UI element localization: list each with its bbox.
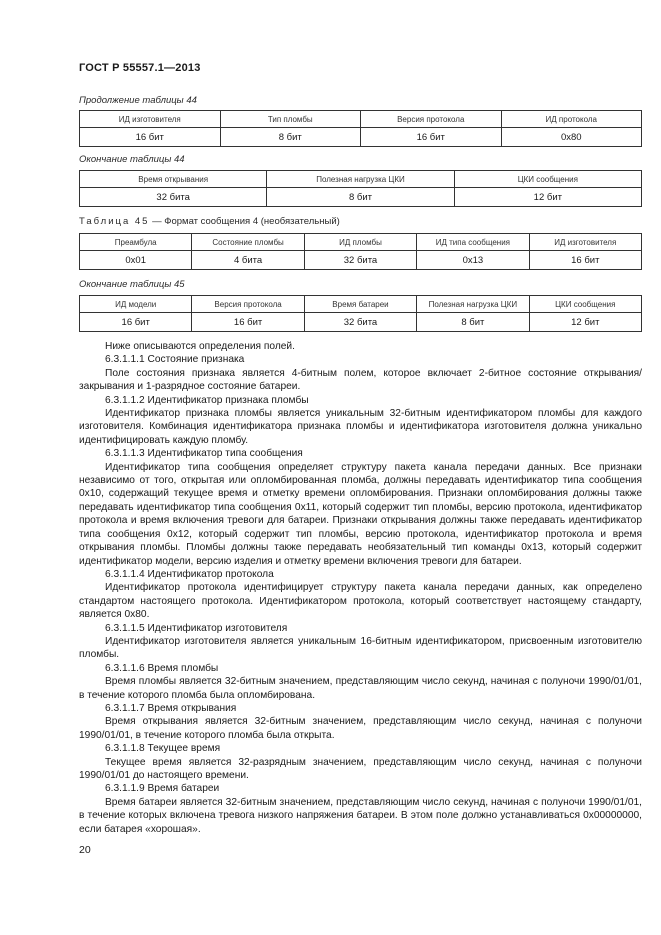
table-header-cell: ИД изготовителя [529, 234, 641, 251]
table-cell: 16 бит [80, 313, 192, 332]
table-44-end-caption: Окончание таблицы 44 [79, 154, 185, 165]
table-header-cell: Полезная нагрузка ЦКИ [417, 296, 529, 313]
paragraph: Идентификатор признака пломбы является уникальным 32-битным идентификатором пломбы для каждого изготовителя. Комбинация идентификатора признака пломбы и идентификатора изготовителя должна уникально идентифицировать каждую пломбу. [79, 408, 642, 446]
table-header-row [80, 171, 642, 188]
table-header-cell: ИД пломбы [304, 234, 416, 251]
table-header-cell: Время открывания [80, 171, 267, 188]
table-45-title: — Формат сообщения 4 (необязательный) [149, 216, 340, 227]
table-cell: 16 бит [529, 251, 641, 270]
table-header-row [80, 111, 642, 128]
table-45-end-caption: Окончание таблицы 45 [79, 279, 185, 290]
table-cell: 4 бита [192, 251, 304, 270]
table-header-cell: ЦКИ сообщения [454, 171, 641, 188]
table-45 [79, 233, 642, 270]
table-cell: 12 бит [529, 313, 641, 332]
table-row [80, 313, 642, 332]
table-45-caption [79, 216, 340, 227]
subsection-heading: 6.3.1.1.5 Идентификатор изготовителя [105, 622, 288, 634]
paragraph: Идентификатор протокола идентифицирует структуру пакета канала передачи данных, как определено стандартом настоящего протокола. Идентификатором протокола, который соответствует настоящему стандарту, является 0x80. [79, 582, 642, 621]
table-row [80, 188, 642, 207]
table-header-row [80, 296, 642, 313]
paragraph: Время пломбы является 32-битным значением, представляющим число секунд, начиная с полуночи 1990/01/01, в течение которого пломба была опломбирована. [79, 676, 642, 701]
subsection-heading: 6.3.1.1.3 Идентификатор типа сообщения [105, 448, 303, 460]
paragraph: Ниже описываются определения полей. [105, 341, 295, 352]
page-number: 20 [79, 844, 91, 856]
table-header-cell: Версия протокола [192, 296, 304, 313]
table-45-end [79, 295, 642, 332]
body-text [79, 340, 642, 836]
table-45-label: Таблица 45 [79, 216, 150, 227]
table-header-row [80, 234, 642, 251]
table-cell: 16 бит [361, 128, 502, 147]
table-header-cell: Преамбула [80, 234, 192, 251]
table-cell: 8 бит [220, 128, 361, 147]
subsection-heading: 6.3.1.1.8 Текущее время [105, 743, 221, 755]
table-44-continuation-caption: Продолжение таблицы 44 [79, 95, 197, 106]
paragraph: Время открывания является 32-битным значением, представляющим число секунд, начиная с полуночи 1990/01/01, в течение которого пломба была открыта. [79, 716, 642, 741]
table-header-cell: Тип пломбы [220, 111, 361, 128]
table-header-cell: ИД протокола [501, 111, 642, 128]
table-header-cell: Время батареи [304, 296, 416, 313]
table-row [80, 128, 642, 147]
table-44-end [79, 170, 642, 207]
table-header-cell: ИД модели [80, 296, 192, 313]
table-header-cell: Полезная нагрузка ЦКИ [267, 171, 454, 188]
table-cell: 32 бита [304, 251, 416, 270]
paragraph: Идентификатор изготовителя является уникальным 16-битным идентификатором, присвоенным изготовителю пломбы. [79, 635, 642, 661]
paragraph: Поле состояния признака является 4-битным полем, которое включает 2-битное состояние открывания/закрывания и 1-разрядное состояние батареи. [79, 367, 642, 393]
table-cell: 16 бит [192, 313, 304, 332]
subsection-heading: 6.3.1.1.7 Время открывания [105, 702, 237, 714]
subsection-heading: 6.3.1.1.1 Состояние признака [105, 354, 245, 366]
table-cell: 16 бит [80, 128, 221, 147]
table-header-cell: Состояние пломбы [192, 234, 304, 251]
table-cell: 12 бит [454, 188, 641, 207]
subsection-heading: 6.3.1.1.4 Идентификатор протокола [105, 568, 274, 580]
paragraph: Время батареи является 32-битным значением, представляющим число секунд, начиная с полуночи 1990/01/01, в течение которых включена тревога низкого напряжения батареи. В этом поле должно устанавливаться 0x00000000, если батарея «хорошая». [79, 796, 642, 835]
paragraph: Идентификатор типа сообщения определяет структуру пакета канала передачи данных. Все признаки независимо от того, открытая или опломбированная пломба, должны передавать идентификатор типа сообщения 0x10, содержащий текущее время и отметку времени опломбирования. Признаки опломбирования должны также передавать идентификатор типа сообщения 0x11, который содержит тип пломбы, версию протокола, идентификатор протокола и время включения тревоги для батареи. Признаки открывания должны также передавать идентификатор типа сообщения 0x12, который содержит тип пломбы, версию протокола, идентификатор протокола и время открывания пломбы. Пломбы должны также передавать необязательный тип команды 0x13, который содержит идентификатор модели, версию изделия и отметку времени включения тревоги для батареи. [79, 461, 642, 567]
table-header-cell: ИД изготовителя [80, 111, 221, 128]
table-row [80, 251, 642, 270]
table-cell: 0x01 [80, 251, 192, 270]
table-cell: 32 бита [304, 313, 416, 332]
table-cell: 8 бит [267, 188, 454, 207]
subsection-heading: 6.3.1.1.6 Время пломбы [105, 662, 219, 674]
table-44-continuation [79, 110, 642, 147]
table-header-cell: Версия протокола [361, 111, 502, 128]
table-cell: 0x80 [501, 128, 642, 147]
table-header-cell: ЦКИ сообщения [529, 296, 641, 313]
document-header: ГОСТ Р 55557.1—2013 [79, 62, 201, 74]
subsection-heading: 6.3.1.1.9 Время батареи [105, 783, 220, 795]
table-cell: 32 бита [80, 188, 267, 207]
table-header-cell: ИД типа сообщения [417, 234, 529, 251]
subsection-heading: 6.3.1.1.2 Идентификатор признака пломбы [105, 394, 309, 406]
paragraph: Текущее время является 32-разрядным значением, представляющим число секунд, начиная с полуночи 1990/01/01 до настоящего времени. [79, 756, 642, 781]
table-cell: 0x13 [417, 251, 529, 270]
table-cell: 8 бит [417, 313, 529, 332]
